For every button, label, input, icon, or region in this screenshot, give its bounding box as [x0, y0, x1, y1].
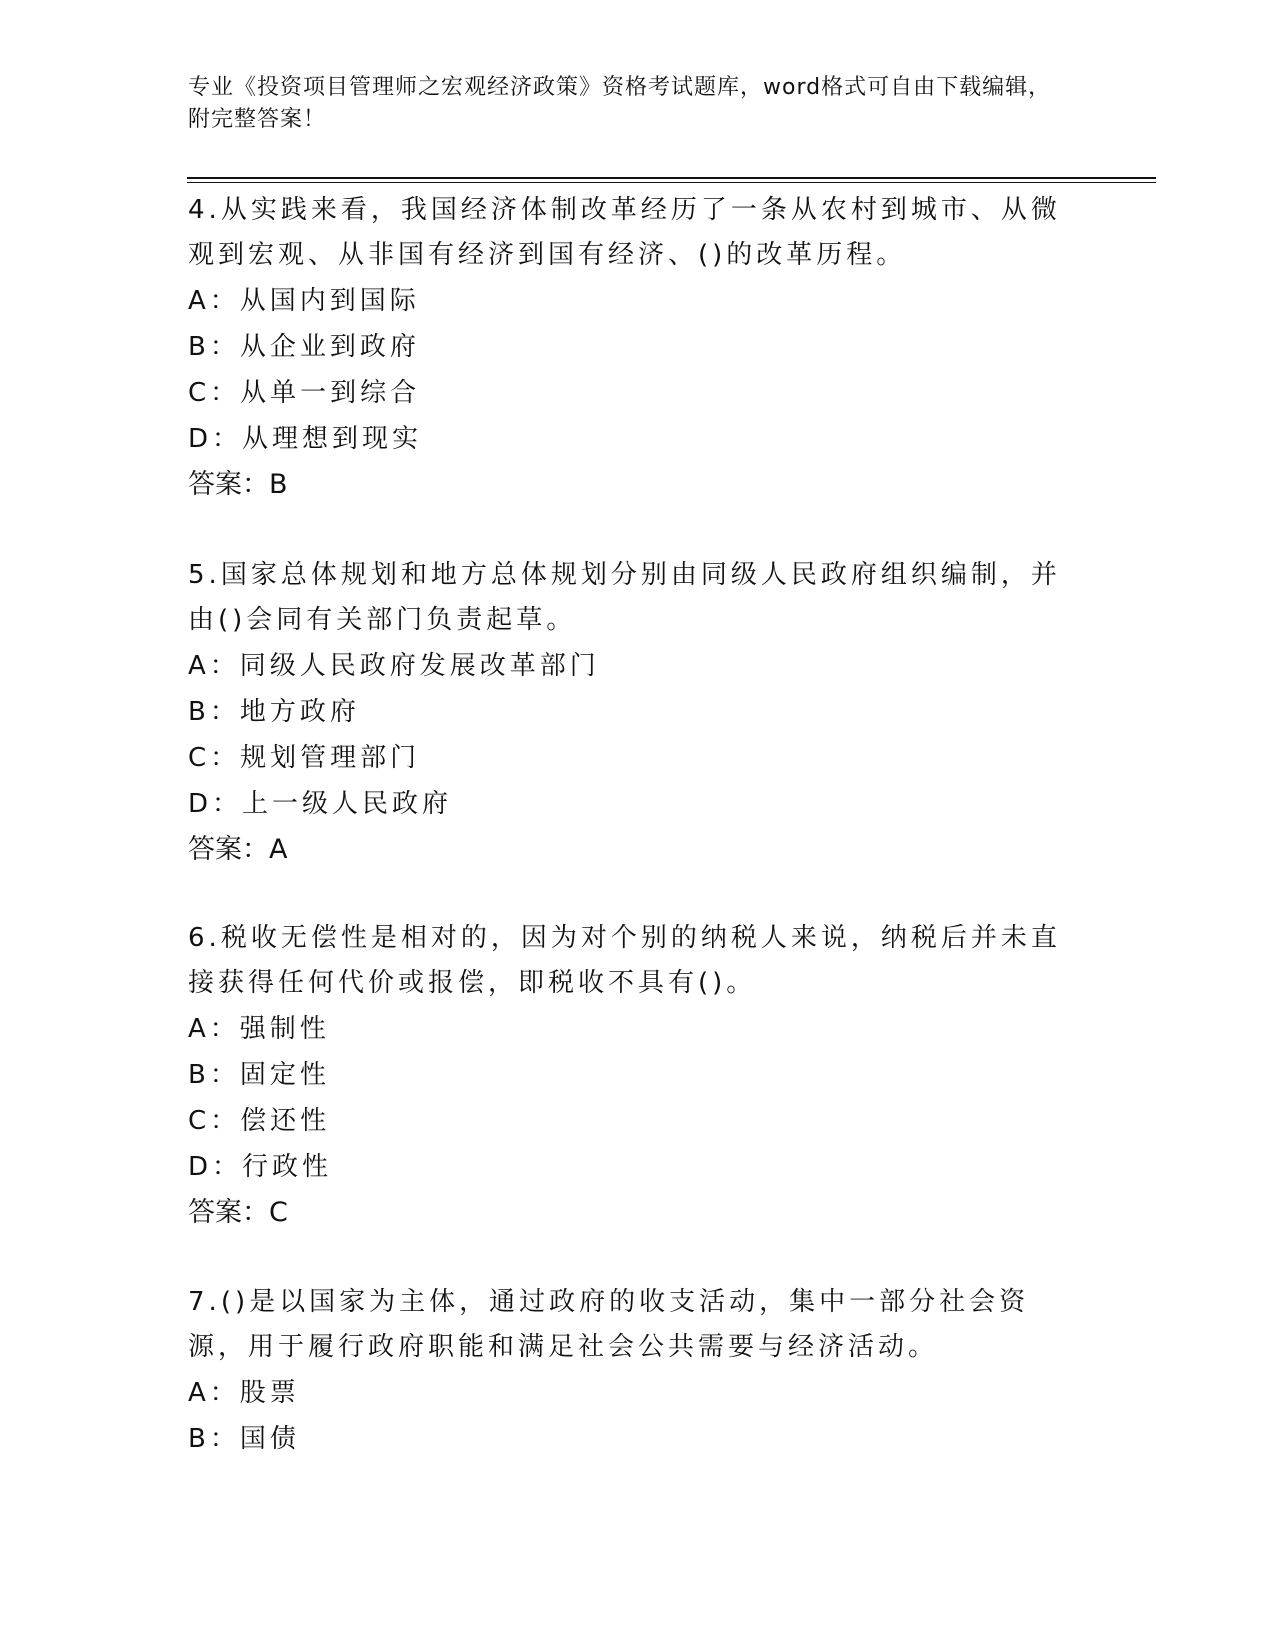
- question-stem: [188, 916, 1088, 1006]
- question-number: 7.: [188, 1287, 221, 1317]
- question-stem: [188, 188, 1088, 278]
- answer: 答案：B: [188, 469, 288, 500]
- option-d: D：行政性: [188, 1152, 333, 1182]
- option-c: C：从单一到综合: [188, 378, 421, 408]
- document-header: 专业《投资项目管理师之宏观经济政策》资格考试题库，word格式可自由下载编辑，附完整答案！: [188, 75, 1052, 132]
- question-text: 从实践来看，我国经济体制改革经历了一条从农村到城市、从微观到宏观、从非国有经济到国有经济、()的改革历程。: [188, 195, 1061, 270]
- question-number: 4.: [188, 195, 221, 225]
- header-divider-thin: [187, 182, 1156, 183]
- question-7: [188, 1280, 1088, 1462]
- question-number: 6.: [188, 923, 221, 953]
- option-d: D：从理想到现实: [188, 424, 423, 454]
- option-a: A：从国内到国际: [188, 286, 420, 316]
- option-c: C：规划管理部门: [188, 743, 421, 773]
- question-5: [188, 553, 1088, 873]
- question-text: ()是以国家为主体，通过政府的收支活动，集中一部分社会资源，用于履行政府职能和满足社会公共需要与经济活动。: [188, 1287, 1030, 1362]
- option-a: A：股票: [188, 1378, 300, 1408]
- question-6: [188, 916, 1088, 1236]
- answer: 答案：A: [188, 834, 288, 865]
- option-a: A：同级人民政府发展改革部门: [188, 651, 600, 681]
- option-c: C：偿还性: [188, 1106, 331, 1136]
- option-a: A：强制性: [188, 1014, 330, 1044]
- option-d: D：上一级人民政府: [188, 789, 453, 819]
- question-4: [188, 188, 1088, 508]
- option-b: B：从企业到政府: [188, 332, 420, 362]
- option-b: B：国债: [188, 1424, 300, 1454]
- header-divider-thick: [187, 177, 1156, 179]
- answer: 答案：C: [188, 1197, 288, 1228]
- option-b: B：固定性: [188, 1060, 330, 1090]
- question-text: 国家总体规划和地方总体规划分别由同级人民政府组织编制，并由()会同有关部门负责起草。: [188, 560, 1061, 635]
- option-b: B：地方政府: [188, 697, 360, 727]
- question-text: 税收无偿性是相对的，因为对个别的纳税人来说，纳税后并未直接获得任何代价或报偿，即税收不具有()。: [188, 923, 1061, 998]
- question-number: 5.: [188, 560, 221, 590]
- question-stem: [188, 1280, 1088, 1370]
- question-stem: [188, 553, 1088, 643]
